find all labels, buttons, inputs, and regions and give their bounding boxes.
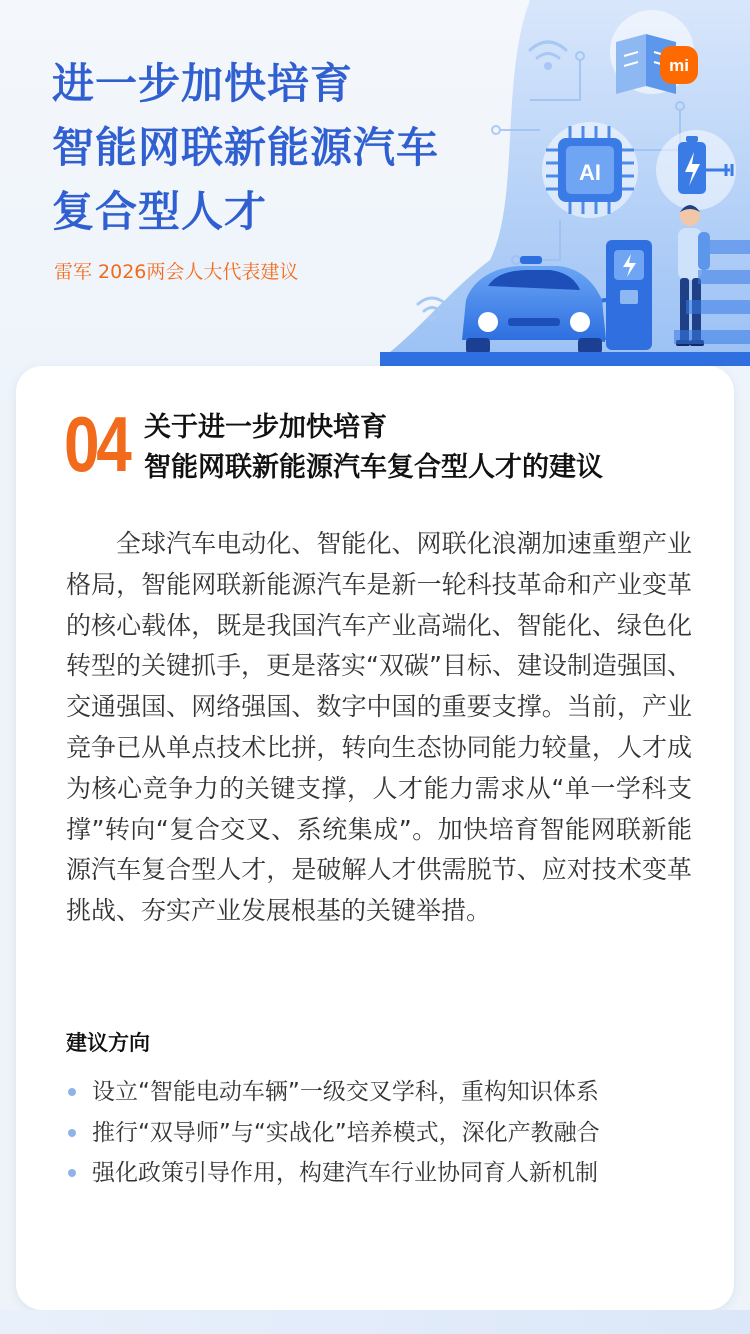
page-subtitle: 雷军 2026两会人大代表建议 bbox=[54, 261, 299, 283]
battery-charging-icon bbox=[656, 130, 736, 210]
svg-text:AI: AI bbox=[579, 160, 601, 185]
section-title-line: 智能网联新能源汽车复合型人才的建议 bbox=[144, 452, 603, 483]
bullet-dot-icon bbox=[68, 1129, 76, 1137]
body-paragraph: 全球汽车电动化、智能化、网联化浪潮加速重塑产业格局，智能网联新能源汽车是新一轮科技革命和产业变革的核心载体，既是我国汽车产业高端化、智能化、绿色化转型的关键抓手，更是落实“双碳”目标、建设制造强国、交通强国、网络强国、数字中国的重要支撑。当前，产业竞争已从单点技术比拼，转向生态协同能力较量，人才成为核心竞争力的关键支撑，人才能力需求从“单一学科支撑”转向“复合交叉、系统集成”。加快培育智能网联新能源汽车复合型人才，是破解人才供需脱节、应对技术变革挑战、夯实产业发展根基的关键举措。 bbox=[66, 529, 692, 926]
section-title-line: 关于进一步加快培育 bbox=[144, 412, 387, 443]
directions-list bbox=[66, 1072, 706, 1194]
title-line: 复合型人才 bbox=[52, 187, 268, 236]
content-card bbox=[16, 366, 734, 1310]
section-title bbox=[144, 408, 603, 488]
list-item-text: 强化政策引导作用，构建汽车行业协同育人新机制 bbox=[92, 1160, 598, 1186]
page-title bbox=[52, 52, 439, 244]
bullet-dot-icon bbox=[68, 1088, 76, 1096]
hero-banner bbox=[0, 0, 750, 400]
list-item-text: 推行“双导师”与“实战化”培养模式，深化产教融合 bbox=[92, 1119, 600, 1146]
title-line: 进一步加快培育 bbox=[52, 59, 354, 108]
ai-chip-icon bbox=[542, 122, 638, 218]
section-number: 04 bbox=[64, 400, 129, 488]
title-line: 智能网联新能源汽车 bbox=[52, 123, 440, 172]
list-item bbox=[66, 1153, 706, 1194]
xiaomi-logo-icon bbox=[660, 46, 698, 84]
bullet-dot-icon bbox=[68, 1169, 76, 1177]
list-item-text: 设立“智能电动车辆”一级交叉学科，重构知识体系 bbox=[92, 1079, 599, 1105]
directions-heading: 建议方向 bbox=[66, 1031, 150, 1055]
list-item bbox=[66, 1072, 706, 1113]
svg-text:mi: mi bbox=[669, 56, 689, 75]
list-item bbox=[66, 1113, 706, 1154]
bottom-band bbox=[0, 1310, 750, 1334]
